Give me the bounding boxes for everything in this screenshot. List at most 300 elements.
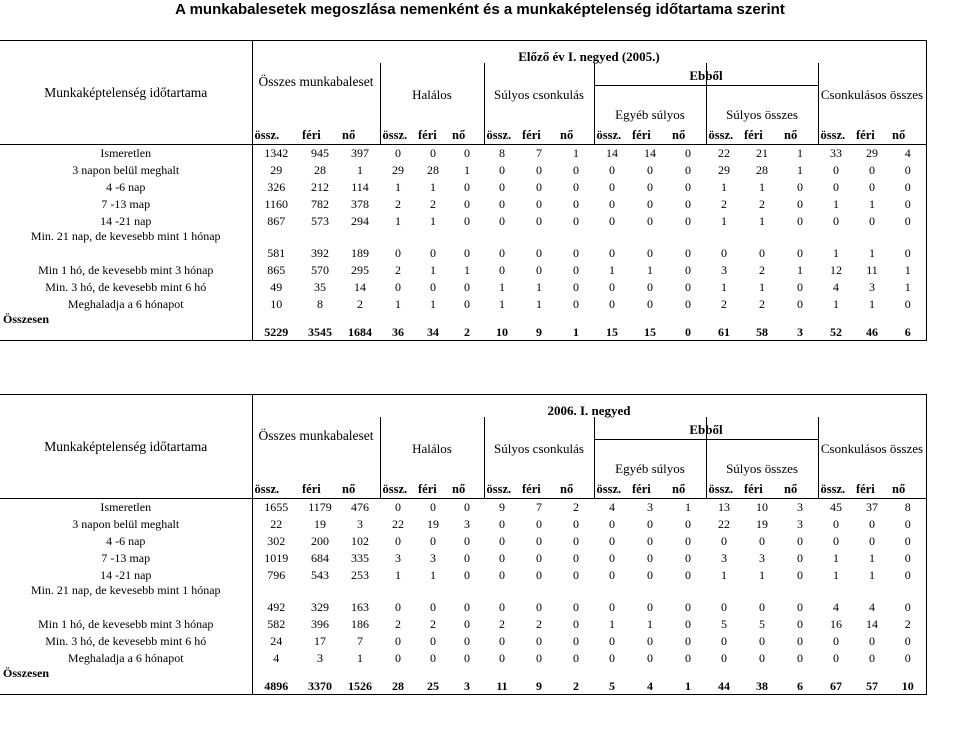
subheader-male: féri [522,127,541,142]
cell-value: 0 [833,162,839,177]
cell-value: 0 [833,633,839,648]
cell-value: 0 [685,162,691,177]
cell-value: 37 [854,499,890,516]
cell-value: 0 [609,516,615,531]
cell-value: 0 [536,262,542,277]
cell-value: 1 [536,296,542,311]
cell-value: 8 [484,145,520,162]
cell-value: 2 [721,296,727,311]
cell-value: 9 [520,313,558,341]
cell-value: 1 [833,550,839,565]
cell-value: 0 [869,516,875,531]
cell-value: 3545 [300,313,340,341]
header-duration: Munkaképtelenség időtartama [0,395,252,499]
cell-value: 0 [797,179,803,194]
cell-value: 0 [759,633,765,648]
cell-value: 294 [351,213,369,228]
cell-value: 0 [609,196,615,211]
cell-value: 2 [430,616,436,631]
cell-value: 0 [499,196,505,211]
cell-value: 1684 [340,313,380,341]
cell-value: 0 [499,262,505,277]
cell-value: 46 [854,313,890,341]
cell-value: 0 [647,196,653,211]
table-row [0,296,926,313]
cell-value: 0 [499,245,505,260]
row-label: Ismeretlen [0,499,252,516]
table-row [0,213,926,230]
header-ebbol-underline [594,439,818,440]
cell-value: 3 [450,667,484,695]
cell-value: 0 [797,213,803,228]
cell-value: 0 [685,196,691,211]
cell-value: 8 [890,499,926,516]
cell-value: 0 [395,533,401,548]
cell-value: 7 [520,499,558,516]
cell-value: 0 [464,567,470,582]
cell-value: 0 [395,245,401,260]
cell-value: 57 [854,667,890,695]
row-label: Min. 21 nap, de kevesebb mint 1 hónap [0,584,252,616]
cell-value: 0 [685,245,691,260]
table-row [0,667,926,695]
header-duration: Munkaképtelenség időtartama [0,41,252,145]
cell-value: 0 [573,162,579,177]
cell-value: 492 [267,599,286,614]
cell-value: 1 [499,296,505,311]
cell-value: 0 [536,550,542,565]
cell-value: 0 [647,533,653,548]
cell-value: 0 [685,599,691,614]
cell-value: 0 [464,279,470,294]
cell-value: 0 [797,616,803,631]
cell-value: 102 [351,533,369,548]
cell-value: 0 [499,179,505,194]
subheader-male: féri [302,127,321,142]
cell-value: 15 [630,313,670,341]
row-label: 4 -6 nap [0,533,252,550]
cell-value: 0 [797,245,803,260]
cell-value: 0 [573,533,579,548]
cell-value: 0 [685,262,691,277]
table-row [0,533,926,550]
cell-value: 0 [685,567,691,582]
subheader-female: nő [672,481,686,496]
subheader-female: nő [672,127,686,142]
subheader-total: össz. [252,127,300,145]
cell-value: 0 [609,650,615,665]
cell-value: 8 [317,296,323,311]
cell-value: 17 [314,633,326,648]
cell-value: 0 [395,599,401,614]
cell-value: 0 [573,296,579,311]
cell-value: 0 [464,296,470,311]
cell-value: 0 [573,262,579,277]
cell-value: 24 [270,633,283,648]
cell-value: 4 [890,145,926,162]
cell-value: 0 [890,179,926,196]
cell-value: 35 [314,279,326,294]
cell-value: 29 [270,162,283,177]
cell-value: 0 [536,179,542,194]
cell-value: 0 [464,599,470,614]
cell-value: 52 [818,313,854,341]
row-label: Meghaladja a 6 hónapot [0,296,252,313]
cell-value: 0 [647,296,653,311]
subheader-female: nő [890,127,926,145]
header-ebbol: Ebből [689,68,723,83]
cell-value: 0 [450,145,484,162]
cell-value: 0 [499,213,505,228]
cell-value: 1 [721,213,727,228]
cell-value: 1 [395,567,401,582]
subheader-total: össz. [484,481,520,499]
cell-value: 684 [311,550,329,565]
cell-value: 1 [430,567,436,582]
cell-value: 0 [573,179,579,194]
cell-value: 3 [721,262,727,277]
header-severe-total: Súlyos összes [706,63,818,127]
cell-value: 0 [647,550,653,565]
cell-value: 1 [721,567,727,582]
cell-value: 1179 [300,499,340,516]
cell-value: 0 [536,196,542,211]
cell-value: 329 [311,599,329,614]
row-label: Min 1 hó, de kevesebb mint 3 hónap [0,616,252,633]
cell-value: 0 [573,550,579,565]
cell-value: 0 [647,245,653,260]
cell-value: 0 [499,567,505,582]
header-fatal: Halálos [380,417,484,481]
cell-value: 10 [742,499,782,516]
cell-value: 1 [833,296,839,311]
subheader-male: féri [744,127,763,142]
subheader-female: nő [452,481,466,496]
cell-value: 0 [609,550,615,565]
subheader-male: féri [302,481,321,496]
cell-value: 0 [464,550,470,565]
cell-value: 44 [706,667,742,695]
subheader-total: össz. [706,481,742,499]
subheader-female: nő [342,481,356,496]
cell-value: 2 [499,616,505,631]
cell-value: 0 [685,516,691,531]
cell-value: 1655 [252,499,300,516]
cell-value: 0 [890,550,926,567]
subheader-total: össz. [252,481,300,499]
cell-value: 0 [573,633,579,648]
cell-value: 0 [573,196,579,211]
cell-value: 1 [430,213,436,228]
cell-value: 186 [351,616,369,631]
cell-value: 0 [573,599,579,614]
table-row [0,262,926,279]
cell-value: 0 [797,550,803,565]
cell-value: 0 [833,650,839,665]
cell-value: 0 [759,599,765,614]
cell-value: 4896 [252,667,300,695]
subheader-total: össz. [594,127,630,145]
cell-value: 212 [311,179,329,194]
cell-value: 0 [890,296,926,313]
cell-value: 0 [890,196,926,213]
cell-value: 0 [536,213,542,228]
period-title: 2006. I. negyed [252,395,926,417]
cell-value: 22 [392,516,404,531]
cell-value: 3 [782,313,818,341]
header-fatal: Halálos [380,63,484,127]
cell-value: 29 [392,162,404,177]
cell-value: 581 [267,245,286,260]
cell-value: 0 [609,279,615,294]
header-other-severe: Egyéb súlyos [594,63,706,127]
cell-value: 19 [314,516,326,531]
cell-value: 0 [416,499,450,516]
cell-value: 49 [270,279,283,294]
cell-value: 0 [759,245,765,260]
cell-value: 3 [357,516,363,531]
cell-value: 4 [273,650,280,665]
cell-value: 0 [536,516,542,531]
subheader-total: össz. [380,127,416,145]
cell-value: 0 [464,533,470,548]
cell-value: 163 [351,599,369,614]
header-severe-total: Súlyos összes [706,417,818,481]
cell-value: 0 [869,633,875,648]
subheader-female: nő [342,127,356,142]
table-row [0,633,926,650]
cell-value: 7 [520,145,558,162]
table-row [0,162,926,179]
cell-value: 543 [311,567,329,582]
cell-value: 0 [890,567,926,584]
cell-value: 0 [797,533,803,548]
subheader-total: össz. [818,127,854,145]
cell-value: 61 [706,313,742,341]
cell-value: 9 [484,499,520,516]
cell-value: 5229 [252,313,300,341]
cell-value: 0 [869,213,875,228]
cell-value: 0 [797,599,803,614]
cell-value: 1 [833,567,839,582]
subheader-total: össz. [380,481,416,499]
cell-value: 22 [270,516,283,531]
header-mutilation-total: Csonkulásos összes [818,417,926,481]
header-severe-mutilation: Súlyos csonkulás [484,417,594,481]
row-label: Min 1 hó, de kevesebb mint 3 hónap [0,262,252,279]
cell-value: 1 [759,279,765,294]
cell-value: 0 [450,499,484,516]
table-row [0,616,926,633]
subheader-total: össz. [594,481,630,499]
cell-value: 3 [395,550,401,565]
cell-value: 1 [357,650,363,665]
subheader-male: féri [632,481,651,496]
cell-value: 4 [594,499,630,516]
cell-value: 0 [647,162,653,177]
cell-value: 0 [609,245,615,260]
cell-value: 0 [430,599,436,614]
cell-value: 5 [721,616,727,631]
cell-value: 582 [267,616,286,631]
subheader-male: féri [418,481,437,496]
cell-value: 1 [797,262,803,277]
cell-value: 796 [267,567,286,582]
cell-value: 1 [430,296,436,311]
cell-value: 0 [499,550,505,565]
cell-value: 0 [609,633,615,648]
cell-value: 5 [594,667,630,695]
cell-value: 0 [573,245,579,260]
header-total-accidents: Összes munkabaleset [252,417,380,481]
cell-value: 28 [314,162,326,177]
cell-value: 0 [395,650,401,665]
cell-value: 0 [573,650,579,665]
cell-value: 0 [890,516,926,533]
row-label: 3 napon belül meghalt [0,162,252,179]
cell-value: 0 [670,145,706,162]
subheader-female: nő [560,481,574,496]
subheader-male: féri [418,127,437,142]
table-row [0,650,926,667]
table-row [0,550,926,567]
table-row [0,179,926,196]
cell-value: 1 [833,245,839,260]
cell-value: 10 [484,313,520,341]
cell-value: 6 [890,313,926,341]
header-severe-mutilation: Súlyos csonkulás [484,63,594,127]
cell-value: 0 [464,633,470,648]
cell-value: 1 [721,279,727,294]
cell-value: 1 [430,179,436,194]
cell-value: 15 [594,313,630,341]
cell-value: 0 [464,196,470,211]
row-label: 4 -6 nap [0,179,252,196]
cell-value: 0 [869,533,875,548]
cell-value: 476 [340,499,380,516]
cell-value: 2 [395,262,401,277]
cell-value: 200 [311,533,329,548]
table-row [0,230,926,262]
cell-value: 0 [380,499,416,516]
subheader-total: össz. [706,127,742,145]
cell-value: 1526 [340,667,380,695]
subheader-female: nő [784,481,798,496]
cell-value: 16 [830,616,842,631]
subheader-female: nő [560,127,574,142]
cell-value: 0 [797,633,803,648]
cell-value: 0 [670,313,706,341]
cell-value: 2 [536,616,542,631]
cell-value: 1 [869,196,875,211]
cell-value: 13 [706,499,742,516]
cell-value: 2 [558,499,594,516]
cell-value: 1 [797,162,803,177]
cell-value: 0 [833,516,839,531]
cell-value: 253 [351,567,369,582]
row-label: Min. 21 nap, de kevesebb mint 1 hónap [0,230,252,262]
cell-value: 0 [685,650,691,665]
header-ebbol-underline [594,85,818,86]
cell-value: 3370 [300,667,340,695]
cell-value: 1 [869,245,875,260]
cell-value: 1 [782,145,818,162]
header-other-severe: Egyéb súlyos [594,417,706,481]
cell-value: 1 [721,179,727,194]
table-row [0,279,926,296]
cell-value: 33 [818,145,854,162]
cell-value: 0 [395,279,401,294]
cell-value: 0 [869,162,875,177]
cell-value: 3 [464,516,470,531]
cell-value: 2 [759,196,765,211]
cell-value: 1 [647,616,653,631]
subheader-male: féri [744,481,763,496]
header-ebbol: Ebből [689,422,723,437]
cell-value: 0 [430,633,436,648]
cell-value: 0 [890,633,926,650]
cell-value: 0 [395,633,401,648]
cell-value: 0 [721,633,727,648]
cell-value: 0 [609,533,615,548]
cell-value: 2 [357,296,363,311]
cell-value: 0 [499,650,505,665]
cell-value: 0 [573,516,579,531]
cell-value: 1 [499,279,505,294]
cell-value: 397 [340,145,380,162]
cell-value: 0 [797,196,803,211]
cell-value: 14 [630,145,670,162]
cell-value: 335 [351,550,369,565]
cell-value: 0 [759,533,765,548]
cell-value: 1 [670,667,706,695]
cell-value: 1 [395,296,401,311]
cell-value: 0 [685,296,691,311]
subheader-total: össz. [818,481,854,499]
cell-value: 2 [395,196,401,211]
row-label: Ismeretlen [0,145,252,162]
cell-value: 0 [499,516,505,531]
subheader-female: nő [890,481,926,499]
cell-value: 378 [351,196,369,211]
cell-value: 0 [869,650,875,665]
subheader-female: nő [452,127,466,142]
cell-value: 5 [759,616,765,631]
cell-value: 0 [430,279,436,294]
cell-value: 0 [536,599,542,614]
cell-value: 0 [609,599,615,614]
cell-value: 0 [536,650,542,665]
subheader-male: féri [856,481,875,496]
cell-value: 1 [609,616,615,631]
cell-value: 1 [464,162,470,177]
cell-value: 3 [721,550,727,565]
cell-value: 0 [499,533,505,548]
cell-value: 1 [558,313,594,341]
cell-value: 3 [759,550,765,565]
cell-value: 1 [357,162,363,177]
table-row [0,499,926,516]
cell-value: 1 [536,279,542,294]
cell-value: 1019 [264,550,289,565]
cell-value: 396 [311,616,329,631]
cell-value: 570 [311,262,329,277]
cell-value: 326 [267,179,286,194]
cell-value: 0 [685,279,691,294]
cell-value: 114 [351,179,369,194]
cell-value: 1 [890,279,926,296]
table-row [0,196,926,213]
